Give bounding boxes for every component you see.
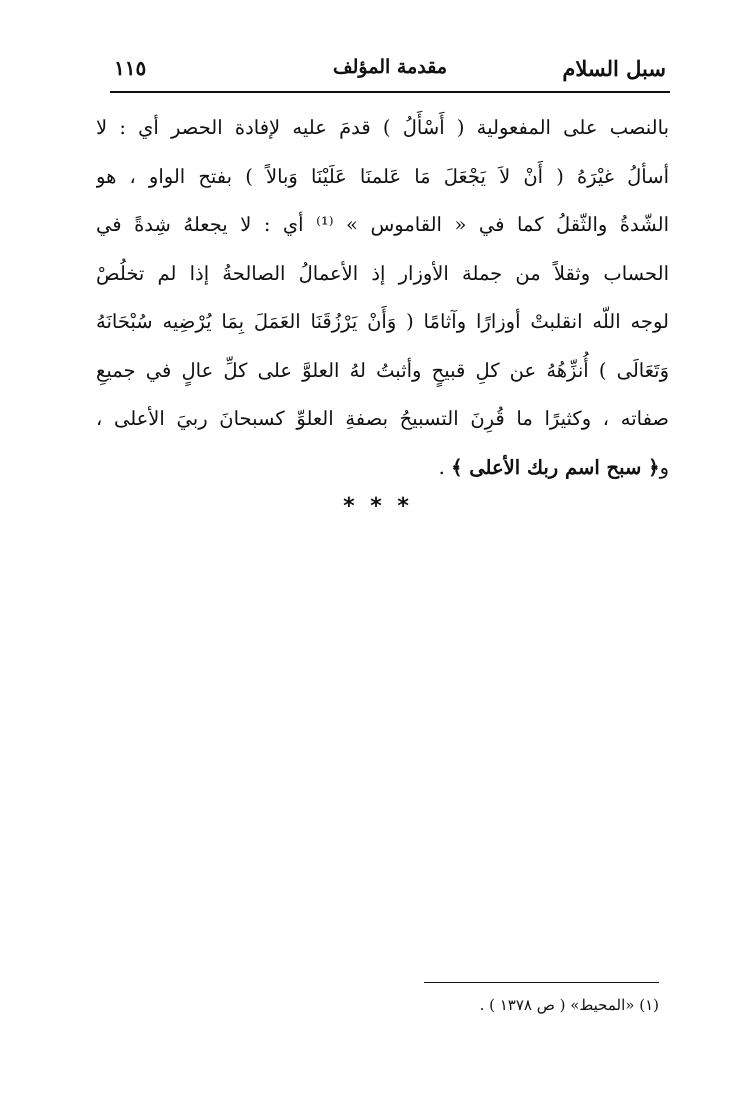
text-line-last — [96, 444, 669, 493]
text-line: صفاته ، وكثيرًا ما قُرِنَ التسبيحُ بصفةِ العلوِّ كسبحانَ ربيَ الأعلى ، — [96, 407, 669, 430]
body-text — [96, 104, 669, 492]
text-line: الشّدةُ والثّقلُ كما في « القاموس » ⁽¹⁾ أي : لا يجعلهُ شِدةً في — [96, 213, 669, 236]
last-line-prefix: و — [659, 455, 669, 479]
header-rule — [110, 91, 670, 93]
text-line: الحساب وثقلاً من جملة الأوزار إذ الأعمالُ الصالحةُ إذا لم تخلُصْ — [96, 261, 669, 285]
last-line-suffix: . — [438, 455, 452, 479]
text-line: أسألُ غيْرَهُ ( أَنْ لاَ يَجْعَلَ مَا عَلمنَا عَلَيْنَا وَبالاً ) بفتح الواو ، هو — [96, 164, 669, 188]
section-separator: * * * — [343, 494, 413, 519]
page-number: ١١٥ — [114, 56, 147, 80]
text-line: وَتَعَالَى ) أُنزِّهُهُ عن كلِ قبيحٍ وأثبتُ لهُ العلوَّ على كلِّ عالٍ في جميعِ — [96, 358, 669, 382]
book-title: سبل السلام — [562, 56, 666, 81]
running-header — [110, 52, 670, 90]
text-line: بالنصب على المفعولية ( أَسْأَلُ ) قدمَ عليه لإفادة الحصر أي : لا — [96, 116, 669, 139]
section-title: مقدمة المؤلف — [332, 56, 448, 78]
footnote: (١) «المحيط» ( ص ١٣٧٨ ) . — [479, 996, 659, 1014]
footnote-rule — [424, 982, 659, 983]
quran-verse: ﴿ سبح اسم ربك الأعلى ﴾ — [451, 455, 660, 479]
text-line: لوجه اللّه انقلبتْ أوزارًا وآثامًا ( وَأَنْ يَرْزُقَنَا العَمَلَ بِمَا يُرْضِيه سُبْحَانَهُ — [96, 310, 669, 333]
